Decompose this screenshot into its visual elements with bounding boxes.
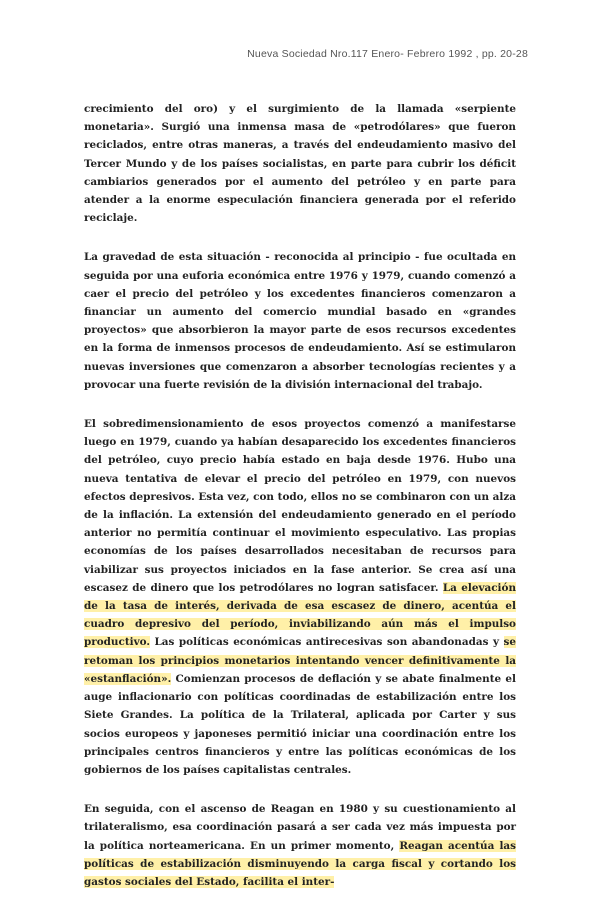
paragraph bbox=[84, 415, 516, 779]
highlighted-text: La elevación de la tasa de interés, derivada de esa escasez de dinero, acentúa el cuadro depresivo del período, inviabilizando aún más el impulso productivo. bbox=[84, 581, 516, 649]
body-text bbox=[84, 100, 516, 912]
paragraph bbox=[84, 100, 516, 227]
highlighted-text: Reagan acentúa las políticas de estabilización disminuyendo la carga fiscal y cortando los gastos sociales del Estado, facilita el inter- bbox=[84, 839, 516, 888]
paragraph bbox=[84, 800, 516, 891]
text-segment: En seguida, con el ascenso de Reagan en 1980 y su cuestionamiento al trilateralismo, esa coordinación pasará a ser cada vez más impuesta por la política norteamericana. En un primer momento, bbox=[84, 803, 516, 852]
running-head: Nueva Sociedad Nro.117 Enero- Febrero 1992 , pp. 20-28 bbox=[247, 48, 528, 60]
text-segment: El sobredimensionamiento de esos proyectos comenzó a manifestarse luego en 1979, cuando ya habían desaparecido los excedentes financieros del petróleo, cuyo precio había estado en baja desde 1976. Hubo una nueva tentativa de elevar el precio del petróleo en 1979, con nuevos efectos depresivos. Esta vez, con todo, ellos no se combinaron con un alza de la inflación. La extensión del endeudamiento generado en el período anterior no permitía continuar el movimiento especulativo. Las propias economías de los países desarrollados necesitaban de recursos para viabilizar sus proyectos iniciados en la fase anterior. Se crea así una escasez de dinero que los petrodólares no logran satisfacer. bbox=[84, 418, 516, 594]
paragraph bbox=[84, 248, 516, 394]
highlighted-text: se retoman los principios monetarios intentando vencer definitivamente la «estanflación». bbox=[84, 636, 516, 685]
text-segment: Comienzan procesos de deflación y se abate finalmente el auge inflacionario con políticas coordinadas de estabilización entre los Siete Grandes. La política de la Trilateral, aplicada por Carter y sus socios europeos y japoneses permitió iniciar una coordinación entre los principales centros financieros y entre las políticas económicas de los gobiernos de los países capitalistas centrales. bbox=[84, 672, 516, 776]
text-segment: La gravedad de esta situación - reconocida al principio - fue ocultada en seguida por una euforia económica entre 1976 y 1979, cuando comenzó a caer el precio del petróleo y los excedentes financieros comenzaron a financiar un aumento del comercio mundial basado en «grandes proyectos» que absorbieron la mayor parte de esos recursos excedentes en la forma de inmensos procesos de endeudamiento. Así se estimularon nuevas inversiones que comenzaron a absorber tecnologías recientes y a provocar una fuerte revisión de la división internacional del trabajo. bbox=[84, 251, 516, 391]
text-segment: crecimiento del oro) y el surgimiento de la llamada «serpiente monetaria». Surgió una inmensa masa de «petrodólares» que fueron reciclados, entre otras maneras, a través del endeudamiento masivo del Tercer Mundo y de los países socialistas, en parte para cubrir los déficit cambiarios generados por el aumento del petróleo y en parte para atender a la enorme especulación financiera generada por el referido reciclaje. bbox=[84, 103, 516, 225]
text-segment: Las políticas económicas antirecesivas son abandonadas y bbox=[149, 636, 504, 649]
